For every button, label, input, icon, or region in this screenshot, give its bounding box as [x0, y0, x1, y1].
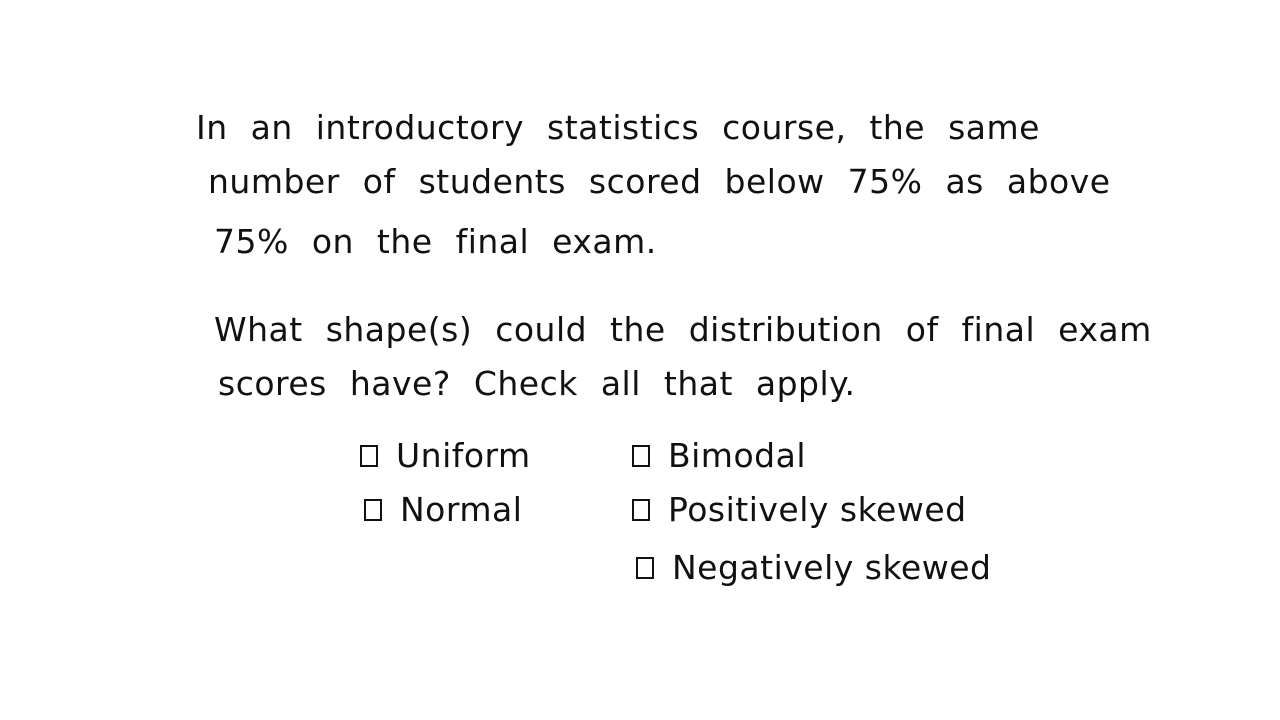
option-normal-label: Normal [400, 490, 523, 529]
question-line-5: scores have? Check all that apply. [218, 364, 856, 403]
question-line-1: In an introductory statistics course, the same [196, 108, 1040, 147]
option-positively-skewed[interactable] [632, 490, 967, 529]
question-line-4: What shape(s) could the distribution of final exam [214, 310, 1152, 349]
checkbox-normal[interactable] [364, 499, 382, 521]
option-uniform[interactable] [360, 436, 531, 475]
checkbox-uniform[interactable] [360, 445, 378, 467]
option-positively-skewed-label: Positively skewed [668, 490, 967, 529]
checkbox-bimodal[interactable] [632, 445, 650, 467]
option-normal[interactable] [364, 490, 522, 529]
question-line-2: number of students scored below 75% as above [208, 162, 1111, 201]
option-bimodal-label: Bimodal [668, 436, 806, 475]
option-negatively-skewed-label: Negatively skewed [672, 548, 992, 587]
option-negatively-skewed[interactable] [636, 548, 991, 587]
checkbox-negatively-skewed[interactable] [636, 557, 654, 579]
checkbox-positively-skewed[interactable] [632, 499, 650, 521]
option-bimodal[interactable] [632, 436, 806, 475]
option-uniform-label: Uniform [396, 436, 531, 475]
question-line-3: 75% on the final exam. [214, 222, 657, 261]
